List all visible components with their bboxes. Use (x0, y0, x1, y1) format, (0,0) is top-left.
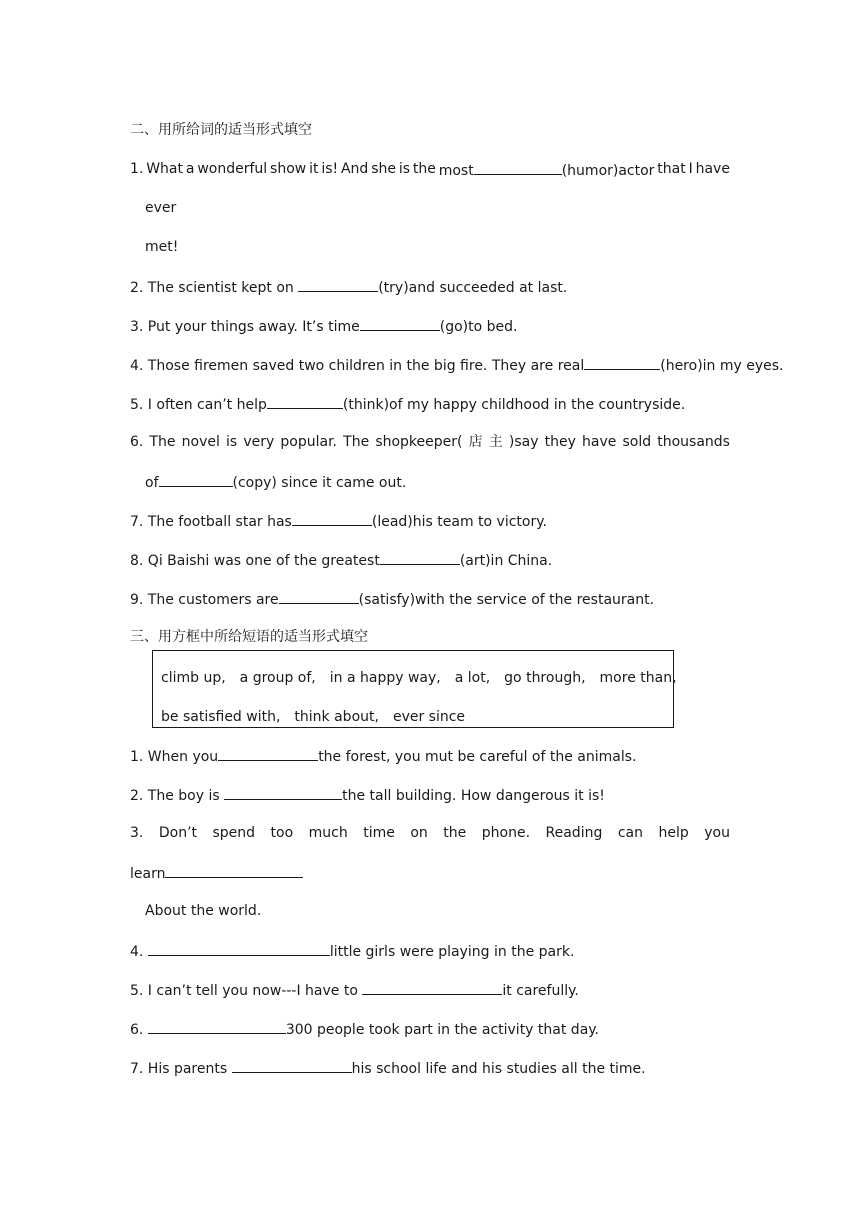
question-2-4: 4. Those firemen saved two children in the big fire. They are real (hero)in my eyes. (130, 354, 730, 374)
phrase-box (152, 650, 677, 728)
phrase-box-row-2: be satisfied with, think about, ever since (161, 709, 466, 725)
phrase-box-row-1: climb up, a group of, in a happy way, a lot, go through, more than, (161, 670, 677, 686)
answer-blank[interactable] (292, 510, 372, 526)
question-3-5: 5. I can’t tell you now---I have to it carefully. (130, 979, 730, 999)
question-2-9: 9. The customers are (satisfy)with the service of the restaurant. (130, 588, 730, 608)
question-3-3: 3. Don’t spend too much time on the phone. Reading can help you (130, 825, 730, 841)
answer-blank[interactable] (165, 862, 303, 878)
question-2-1: 1. What a wonderful show it is! And she is the most (humor)actor that I have (130, 161, 730, 179)
answer-blank[interactable] (584, 354, 660, 370)
answer-blank[interactable] (267, 393, 343, 409)
question-3-3-cont2: About the world. (145, 903, 262, 919)
question-3-3-cont: learn (130, 862, 730, 882)
question-2-3: 3. Put your things away. It’s time (go)to bed. (130, 315, 730, 335)
question-3-7: 7. His parents his school life and his studies all the time. (130, 1057, 730, 1077)
question-2-1-cont: ever (145, 200, 177, 216)
question-2-1-cont2: met! (145, 239, 179, 255)
question-2-2: 2. The scientist kept on (try)and succeeded at last. (130, 276, 730, 296)
question-2-8: 8. Qi Baishi was one of the greatest (art)in China. (130, 549, 730, 569)
answer-blank[interactable] (224, 784, 342, 800)
question-2-5: 5. I often can’t help (think)of my happy childhood in the countryside. (130, 393, 730, 413)
answer-blank[interactable] (232, 1057, 352, 1073)
answer-blank[interactable] (148, 1018, 286, 1034)
answer-blank[interactable] (362, 979, 502, 995)
answer-blank[interactable] (298, 276, 378, 292)
answer-blank[interactable] (148, 940, 330, 956)
answer-blank[interactable] (474, 159, 562, 175)
section-3-heading: 三、用方框中所给短语的适当形式填空 (130, 629, 368, 645)
answer-blank[interactable] (380, 549, 460, 565)
answer-blank[interactable] (279, 588, 359, 604)
answer-blank[interactable] (360, 315, 440, 331)
question-3-4: 4. little girls were playing in the park. (130, 940, 730, 960)
question-3-1: 1. When you the forest, you mut be careful of the animals. (130, 745, 730, 765)
answer-blank[interactable] (159, 471, 233, 487)
question-2-6-cont: of (copy) since it came out. (145, 471, 730, 491)
question-2-7: 7. The football star has (lead)his team to victory. (130, 510, 730, 530)
answer-blank[interactable] (218, 745, 318, 761)
question-3-2: 2. The boy is the tall building. How dangerous it is! (130, 784, 730, 804)
question-3-6: 6. 300 people took part in the activity that day. (130, 1018, 730, 1038)
question-2-6: 6. The novel is very popular. The shopkeeper( 店 主 )say they have sold thousands (130, 434, 730, 450)
section-2-heading: 二、用所给词的适当形式填空 (130, 122, 312, 138)
